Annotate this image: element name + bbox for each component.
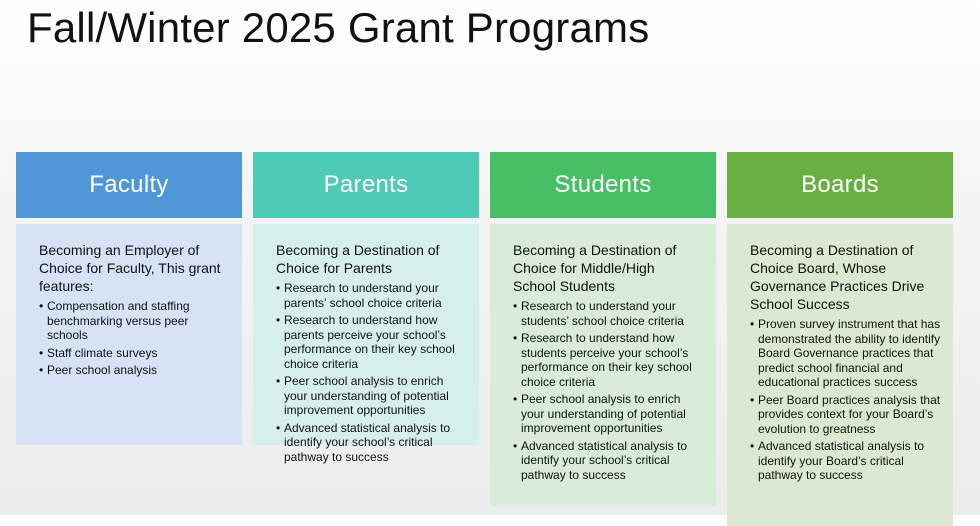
column-header-parents: Parents [253, 152, 479, 218]
column-intro: Becoming a Destination of Choice for Parents [276, 242, 440, 276]
bullet-list [276, 281, 467, 464]
bullet-item: • Advanced statistical analysis to identify your school’s critical pathway to success [513, 439, 704, 483]
bullet-item: • Staff climate surveys [39, 346, 230, 361]
bullet-list [39, 299, 230, 378]
bullet-item: • Research to understand how students perceive your school’s performance on their key school choice criteria [513, 331, 704, 389]
bullet-item: • Peer Board practices analysis that provides context for your Board’s evolution to greatness [750, 393, 941, 437]
column-parents [253, 152, 479, 464]
column-body-boards [727, 224, 953, 526]
column-students [490, 152, 716, 506]
column-intro: Becoming an Employer of Choice for Faculty, This grant features: [39, 242, 221, 294]
bullet-item: • Peer school analysis to enrich your understanding of potential improvement opportunities [513, 392, 704, 436]
page-title: Fall/Winter 2025 Grant Programs [27, 4, 650, 51]
column-body-students [490, 224, 716, 506]
bullet-item: • Research to understand how parents perceive your school’s performance on their key school choice criteria [276, 313, 467, 371]
column-intro: Becoming a Destination of Choice Board, Whose Governance Practices Drive School Success [750, 242, 925, 312]
bullet-item: • Research to understand your parents’ school choice criteria [276, 281, 467, 310]
bullet-item: • Peer school analysis to enrich your understanding of potential improvement opportunities [276, 374, 467, 418]
column-header-faculty: Faculty [16, 152, 242, 218]
bullet-item: • Peer school analysis [39, 363, 230, 378]
column-body-parents [253, 224, 479, 464]
column-faculty [16, 152, 242, 445]
column-boards [727, 152, 953, 526]
bullet-item: • Proven survey instrument that has demonstrated the ability to identify Board Governance practices that predict school financial and educational practices success [750, 317, 941, 390]
bullet-item: • Advanced statistical analysis to identify your Board’s critical pathway to success [750, 439, 941, 483]
column-header-students: Students [490, 152, 716, 218]
bullet-item: • Compensation and staffing benchmarking versus peer schools [39, 299, 230, 343]
column-header-boards: Boards [727, 152, 953, 218]
column-body-faculty [16, 224, 242, 445]
bullet-list [750, 317, 941, 483]
bullet-item: • Research to understand your students’ school choice criteria [513, 299, 704, 328]
bullet-item: • Advanced statistical analysis to identify your school’s critical pathway to success [276, 421, 467, 465]
column-intro: Becoming a Destination of Choice for Middle/High School Students [513, 242, 677, 294]
bullet-list [513, 299, 704, 482]
